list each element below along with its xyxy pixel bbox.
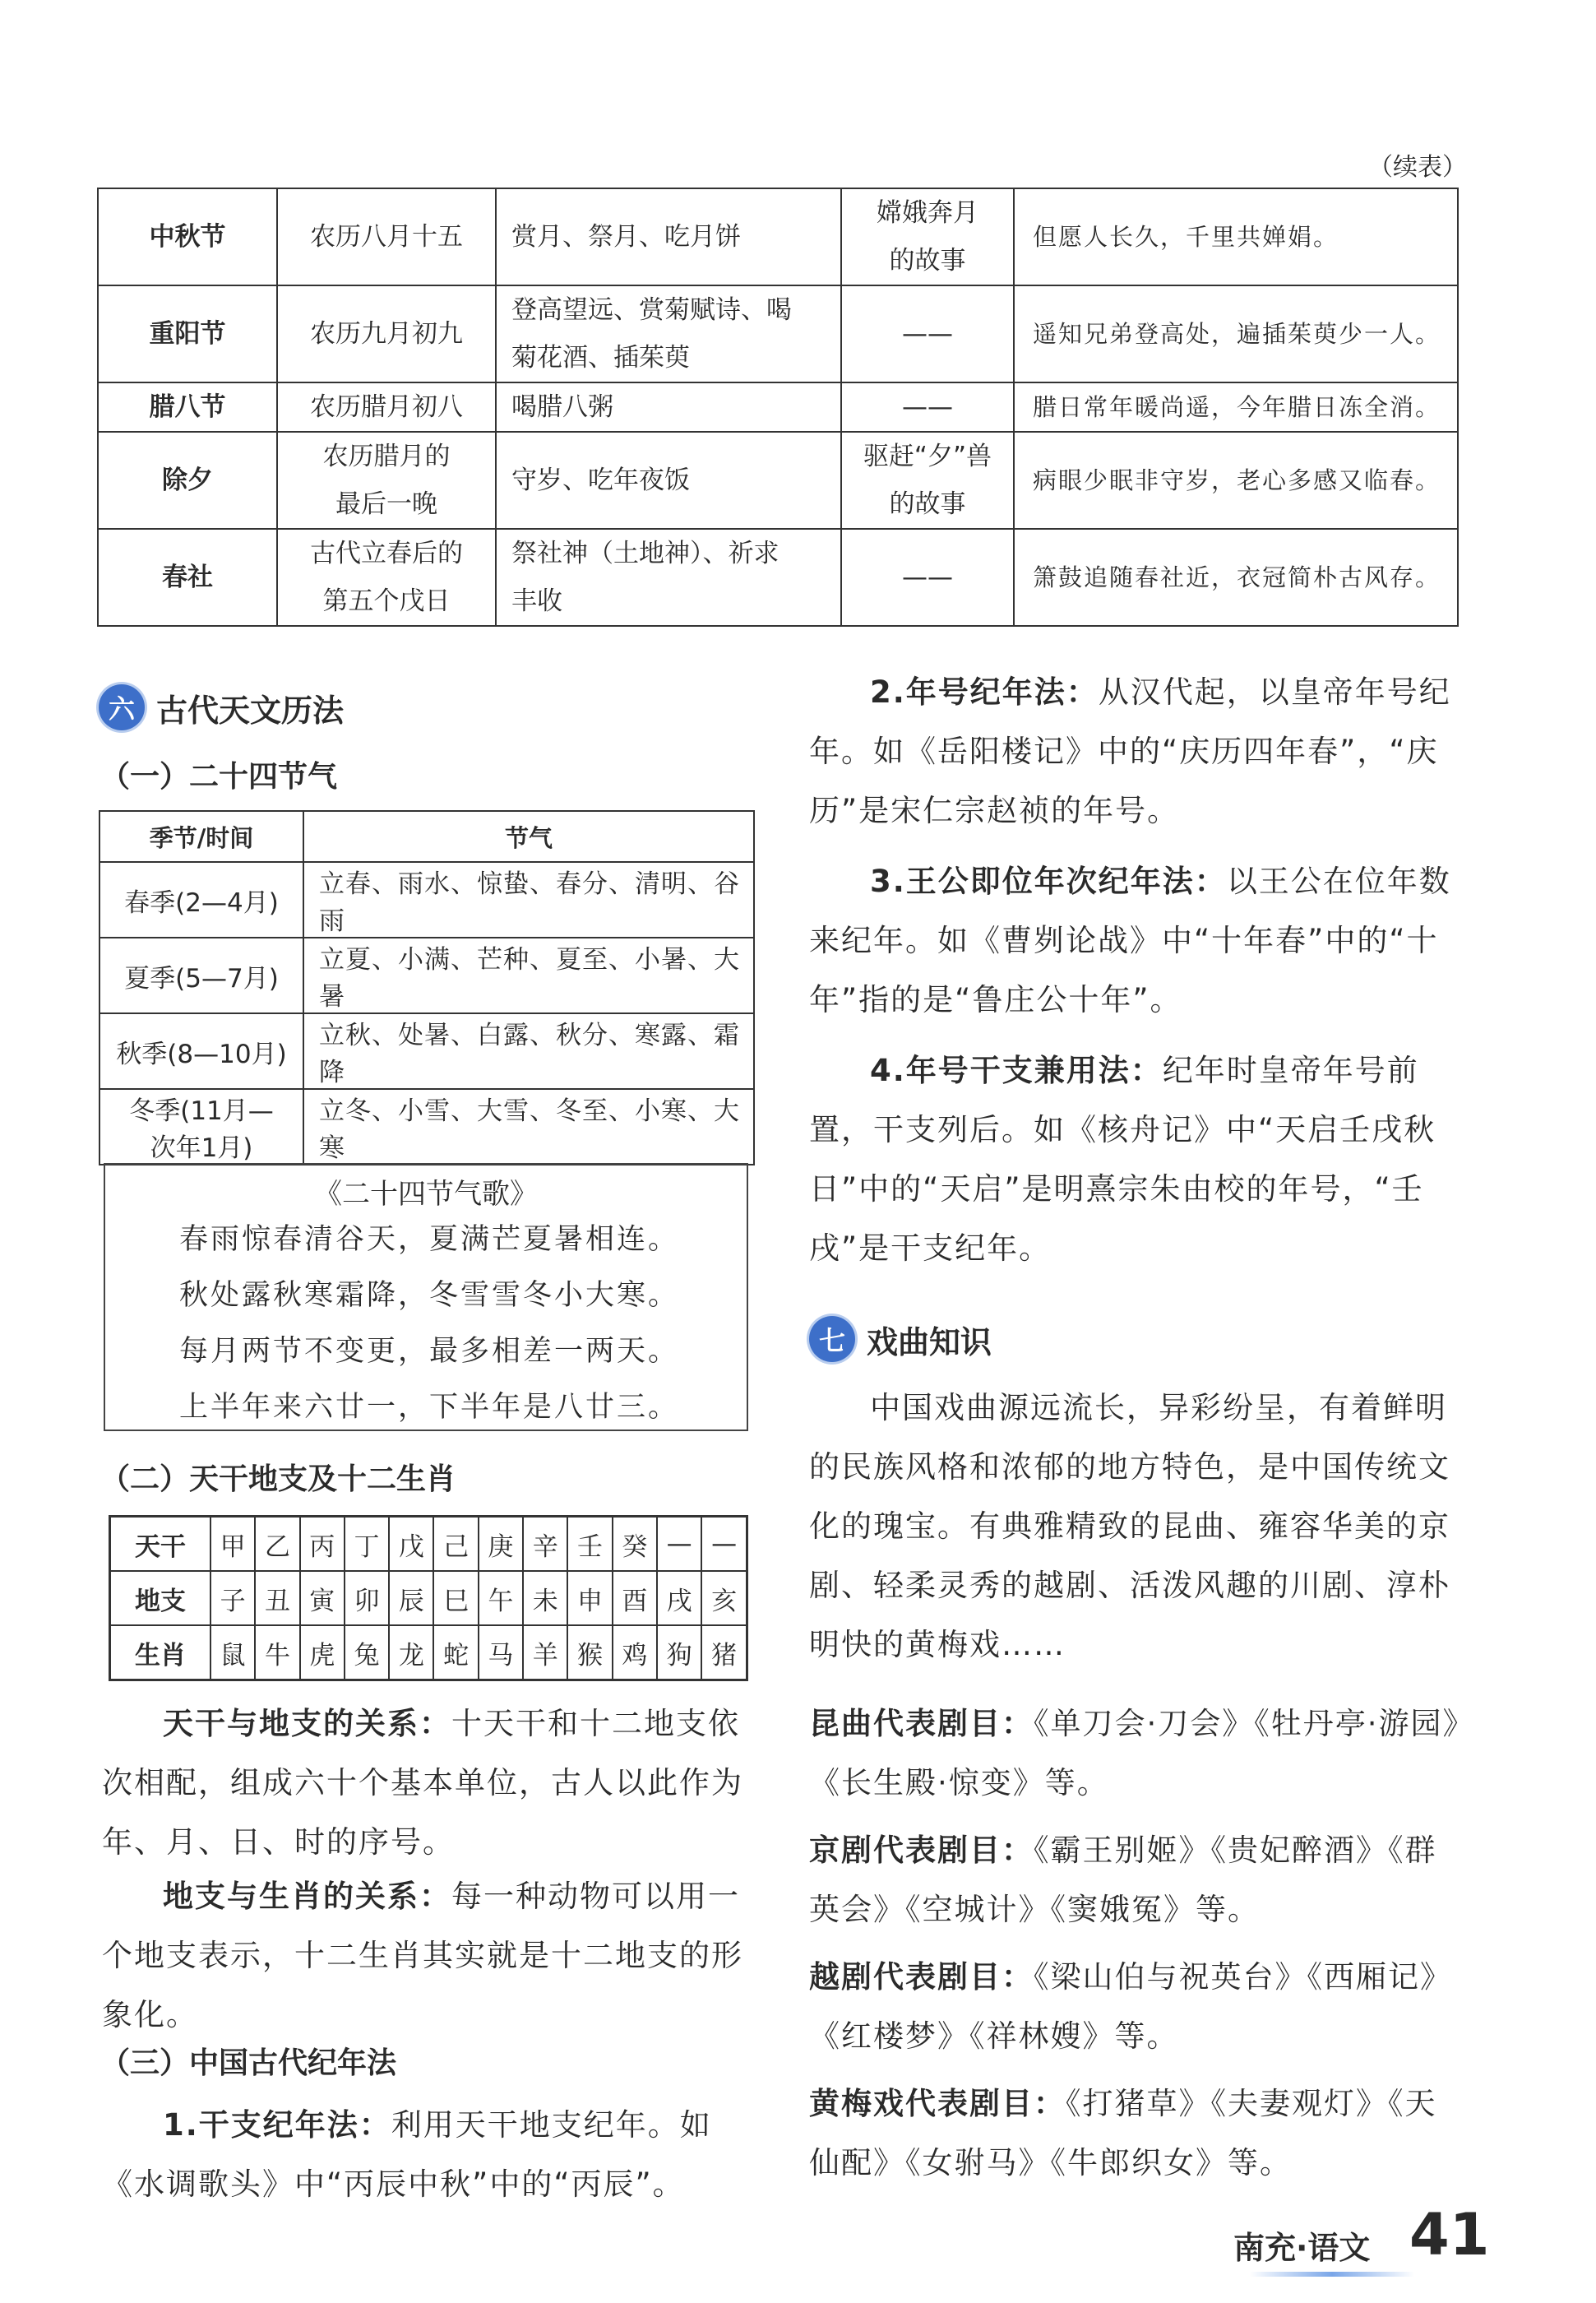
festival-story-line: 的故事 — [889, 246, 966, 276]
solar-row — [99, 1013, 754, 1089]
festival-name: 中秋节 — [98, 188, 277, 285]
paragraph-label: 昆曲代表剧目： — [809, 1706, 1034, 1741]
solar-season — [99, 1089, 303, 1165]
solar-terms: 立秋、处暑、白露、秋分、寒露、霜降 — [303, 1013, 754, 1089]
page-number: 41 — [1409, 2201, 1490, 2268]
festival-custom-line: 赏月、祭月、吃月饼 — [511, 222, 741, 252]
ganzhi-cell-tiangan: 丙 — [300, 1517, 345, 1572]
opera-kunqu — [809, 1694, 1464, 1813]
paragraph-dizhi-shengxiao — [102, 1867, 756, 2045]
festival-date — [277, 529, 496, 626]
ganzhi-cell-shengxiao: 虎 — [300, 1625, 345, 1680]
section-6-heading — [99, 684, 344, 730]
festival-row — [98, 432, 1458, 529]
festival-date-line: 第五个戊日 — [322, 586, 451, 616]
festival-poem: 病眼少眠非守岁，老心多感又临春。 — [1014, 432, 1458, 529]
section-7-badge: 七 — [809, 1316, 855, 1362]
paragraph-label: 京剧代表剧目： — [809, 1833, 1034, 1868]
solar-season — [99, 862, 303, 938]
festival-custom-line: 登高望远、赏菊赋诗、喝 — [511, 295, 792, 325]
paragraph-label: 4.年号干支兼用法： — [870, 1053, 1163, 1088]
ganzhi-cell-tiangan: 甲 — [210, 1517, 255, 1572]
festival-poem: 腊日常年暖尚遥，今年腊日冻全消。 — [1014, 382, 1458, 432]
ganzhi-cell-shengxiao: 狗 — [657, 1625, 701, 1680]
ganzhi-cell-tiangan: 庚 — [479, 1517, 523, 1572]
ganzhi-cell-dizhi: 戌 — [657, 1571, 701, 1625]
solar-season-line: 次年1月) — [150, 1133, 253, 1163]
opera-yueju — [809, 1948, 1464, 2066]
ganzhi-cell-shengxiao: 鸡 — [613, 1625, 657, 1680]
ganzhi-cell-dizhi: 寅 — [300, 1571, 345, 1625]
ganzhi-table — [109, 1515, 748, 1681]
paragraph-label: 地支与生肖的关系： — [163, 1879, 451, 1914]
ganzhi-cell-shengxiao: 羊 — [523, 1625, 567, 1680]
festival-name: 除夕 — [98, 432, 277, 529]
festival-story — [841, 382, 1014, 432]
paragraph-tiangan-dizhi — [102, 1694, 756, 1872]
ganzhi-cell-shengxiao: 猴 — [567, 1625, 612, 1680]
paragraph-text: 《霸王别姬》《贵妃醉酒》《群英会》《空城计》《窦娥冤》等。 — [809, 1833, 1437, 1927]
paragraph-text: 《梁山伯与祝英台》《西厢记》《红楼梦》《祥林嫂》等。 — [809, 1959, 1452, 2054]
festival-row — [98, 382, 1458, 432]
footer-decoration — [1250, 2272, 1414, 2277]
solar-terms: 立春、雨水、惊蛰、春分、清明、谷雨 — [303, 862, 754, 938]
festival-custom-line: 菊花酒、插茱萸 — [511, 343, 690, 373]
festival-story-line: —— — [902, 319, 953, 349]
chronology-method-4 — [809, 1041, 1464, 1278]
section-7-heading — [809, 1316, 992, 1362]
festival-custom-line: 丰收 — [511, 586, 562, 616]
festival-custom — [496, 432, 841, 529]
ganzhi-cell-shengxiao: 鼠 — [210, 1625, 255, 1680]
ganzhi-cell-tiangan: 丁 — [345, 1517, 389, 1572]
song-title: 《二十四节气歌》 — [314, 1178, 538, 1211]
ganzhi-cell-tiangan: 壬 — [567, 1517, 612, 1572]
opera-huangmei — [809, 2074, 1464, 2193]
paragraph-text: 《单刀会·刀会》《牡丹亭·游园》《长生殿·惊变》等。 — [809, 1706, 1460, 1800]
ganzhi-cell-dizhi: 申 — [567, 1571, 612, 1625]
ganzhi-cell-dizhi: 卯 — [345, 1571, 389, 1625]
festival-name: 腊八节 — [98, 382, 277, 432]
ganzhi-cell-shengxiao: 兔 — [345, 1625, 389, 1680]
song-line: 每月两节不变更，最多相差一两天。 — [179, 1335, 680, 1368]
festival-story-line: 驱赶“夕”兽 — [863, 442, 992, 471]
festival-date-line: 最后一晚 — [335, 489, 437, 519]
solar-header-terms: 节气 — [303, 811, 754, 862]
festival-row — [98, 188, 1458, 285]
festival-date — [277, 382, 496, 432]
festival-table — [97, 188, 1459, 627]
solar-terms: 立夏、小满、芒种、夏至、小暑、大暑 — [303, 938, 754, 1013]
festival-date — [277, 285, 496, 382]
festival-story — [841, 529, 1014, 626]
paragraph-text: 从汉代起，以皇帝年号纪年。如《岳阳楼记》中的“庆历四年春”，“庆历”是宋仁宗赵祯的年号。 — [809, 674, 1451, 828]
solar-terms: 立冬、小雪、大雪、冬至、小寒、大寒 — [303, 1089, 754, 1165]
festival-date-line: 农历九月初九 — [310, 319, 463, 349]
solar-season-line: 冬季(11月— — [129, 1096, 274, 1126]
paragraph-label: 2.年号纪年法： — [870, 674, 1099, 710]
chronology-method-1 — [102, 2096, 756, 2214]
solar-season-line: 春季(2—4月) — [124, 887, 279, 918]
festival-custom — [496, 285, 841, 382]
festival-custom — [496, 529, 841, 626]
ganzhi-cell-shengxiao: 猪 — [701, 1625, 747, 1680]
ganzhi-cell-tiangan: — — [657, 1517, 701, 1572]
chronology-method-3 — [809, 852, 1464, 1030]
ganzhi-row-label: 地支 — [110, 1571, 211, 1625]
solar-row — [99, 938, 754, 1013]
festival-name: 重阳节 — [98, 285, 277, 382]
opera-jingju — [809, 1821, 1464, 1939]
festival-story-line: —— — [902, 392, 953, 422]
subsection-ganzhi-title: （二）天干地支及十二生肖 — [100, 1462, 456, 1496]
subsection-solar-terms-title: （一）二十四节气 — [100, 760, 338, 794]
song-line: 上半年来六廿一，下半年是八廿三。 — [179, 1391, 680, 1424]
section-6-title: 古代天文历法 — [156, 692, 345, 729]
ganzhi-cell-dizhi: 亥 — [701, 1571, 747, 1625]
paragraph-text: 每一种动物可以用一个地支表示，十二生肖其实就是十二地支的形象化。 — [102, 1879, 743, 2032]
paragraph-label: 越剧代表剧目： — [809, 1959, 1034, 1995]
festival-date — [277, 188, 496, 285]
ganzhi-cell-shengxiao: 牛 — [255, 1625, 299, 1680]
festival-custom-line: 祭社神（土地神）、祈求 — [511, 539, 779, 568]
festival-poem: 箫鼓追随春社近，衣冠简朴古风存。 — [1014, 529, 1458, 626]
ganzhi-cell-tiangan: 乙 — [255, 1517, 299, 1572]
section-6-badge: 六 — [99, 684, 145, 730]
festival-date-line: 农历腊月初八 — [310, 392, 463, 422]
ganzhi-row-label: 生肖 — [110, 1625, 211, 1680]
festival-custom — [496, 188, 841, 285]
solar-header-season: 季节/时间 — [99, 811, 303, 862]
ganzhi-cell-tiangan: 戊 — [389, 1517, 433, 1572]
festival-custom-line: 喝腊八粥 — [511, 392, 613, 422]
ganzhi-cell-shengxiao: 龙 — [389, 1625, 433, 1680]
paragraph-text: 利用天干地支纪年。如《水调歌头》中“丙辰中秋”中的“丙辰”。 — [102, 2107, 712, 2202]
festival-story-line: 嫦娥奔月 — [877, 198, 978, 228]
ganzhi-cell-dizhi: 午 — [479, 1571, 523, 1625]
ganzhi-cell-shengxiao: 蛇 — [433, 1625, 478, 1680]
song-line: 秋处露秋寒霜降，冬雪雪冬小大寒。 — [179, 1279, 680, 1312]
ganzhi-cell-dizhi: 未 — [523, 1571, 567, 1625]
festival-poem: 遥知兄弟登高处，遍插茱萸少一人。 — [1014, 285, 1458, 382]
ganzhi-cell-dizhi: 酉 — [613, 1571, 657, 1625]
solar-row — [99, 862, 754, 938]
festival-date — [277, 432, 496, 529]
continued-label: （续表） — [1368, 153, 1467, 182]
festival-story-line: 的故事 — [889, 489, 966, 519]
paragraph-label: 1.干支纪年法： — [163, 2107, 391, 2143]
festival-custom-line: 守岁、吃年夜饭 — [511, 466, 690, 495]
ganzhi-cell-tiangan: — — [701, 1517, 747, 1572]
solar-season — [99, 1013, 303, 1089]
ganzhi-cell-tiangan: 癸 — [613, 1517, 657, 1572]
festival-date-line: 古代立春后的 — [310, 539, 463, 568]
solar-season — [99, 938, 303, 1013]
ganzhi-cell-dizhi: 巳 — [433, 1571, 478, 1625]
paragraph-label: 天干与地支的关系： — [163, 1706, 451, 1741]
festival-date-line: 农历八月十五 — [310, 222, 463, 252]
paragraph-label: 黄梅戏代表剧目： — [809, 2086, 1066, 2121]
section-7-title: 戏曲知识 — [867, 1323, 992, 1360]
song-line: 春雨惊春清谷天，夏满芒夏暑相连。 — [179, 1223, 680, 1256]
festival-name: 春社 — [98, 529, 277, 626]
festival-poem: 但愿人长久，千里共婵娟。 — [1014, 188, 1458, 285]
festival-story — [841, 432, 1014, 529]
paragraph-text: 以王公在位年数来纪年。如《曹刿论战》中“十年春”中的“十年”指的是“鲁庄公十年”。 — [809, 864, 1451, 1017]
footer-brand: 南充·语文 — [1233, 2230, 1371, 2266]
ganzhi-cell-dizhi: 辰 — [389, 1571, 433, 1625]
ganzhi-cell-dizhi: 丑 — [255, 1571, 299, 1625]
festival-row — [98, 529, 1458, 626]
festival-custom — [496, 382, 841, 432]
paragraph-text: 《打猪草》《夫妻观灯》《天仙配》《女驸马》《牛郎织女》等。 — [809, 2086, 1437, 2180]
paragraph-text: 十天干和十二地支依次相配，组成六十个基本单位，古人以此作为年、月、日、时的序号。 — [102, 1706, 743, 1860]
ganzhi-cell-tiangan: 己 — [433, 1517, 478, 1572]
opera-intro: 中国戏曲源远流长，异彩纷呈，有着鲜明的民族风格和浓郁的地方特色，是中国传统文化的瑰宝。有典雅精致的昆曲、雍容华美的京剧、轻柔灵秀的越剧、活泼风趣的川剧、淳朴明快的黄梅戏…… — [809, 1390, 1450, 1662]
ganzhi-cell-tiangan: 辛 — [523, 1517, 567, 1572]
festival-story — [841, 188, 1014, 285]
solar-season-line: 夏季(5—7月) — [124, 963, 279, 994]
festival-date-line: 农历腊月的 — [322, 442, 451, 471]
chronology-method-2 — [809, 663, 1464, 841]
paragraph-label: 3.王公即位年次纪年法： — [870, 864, 1227, 899]
ganzhi-cell-dizhi: 子 — [210, 1571, 255, 1625]
solar-row — [99, 1089, 754, 1165]
solar-terms-song-box — [104, 1163, 748, 1431]
subsection-chronology-title: （三）中国古代纪年法 — [100, 2046, 397, 2080]
festival-row — [98, 285, 1458, 382]
festival-story-line: —— — [902, 563, 953, 592]
festival-story — [841, 285, 1014, 382]
ganzhi-cell-shengxiao: 马 — [479, 1625, 523, 1680]
solar-season-line: 秋季(8—10月) — [116, 1039, 287, 1069]
solar-terms-table — [99, 810, 755, 1165]
paragraph-text: 纪年时皇帝年号前置，干支列后。如《核舟记》中“天启壬戌秋日”中的“天启”是明熹宗朱由校的年号，“壬戌”是干支纪年。 — [809, 1053, 1436, 1266]
ganzhi-row-label: 天干 — [110, 1517, 211, 1572]
